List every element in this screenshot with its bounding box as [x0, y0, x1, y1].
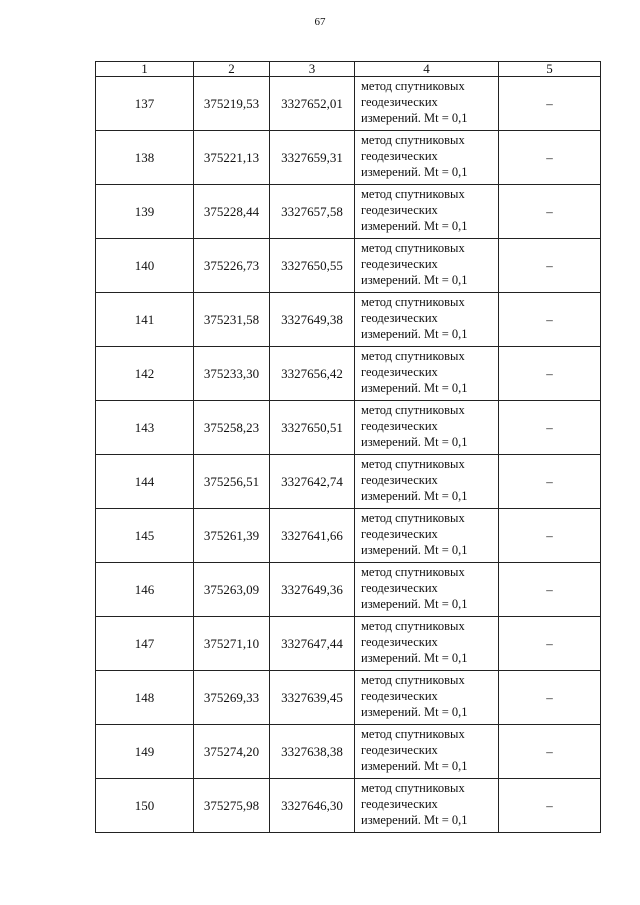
header-col-5: 5 [499, 62, 601, 77]
table-row [96, 293, 601, 347]
table-row [96, 239, 601, 293]
method-cell [355, 239, 499, 293]
header-col-4: 4 [355, 62, 499, 77]
method-text-line: геодезических [361, 797, 438, 811]
point-number-cell: 142 [96, 347, 194, 401]
method-cell [355, 617, 499, 671]
method-text-line: измерений. Mt = 0,1 [361, 219, 468, 233]
table-row [96, 509, 601, 563]
method-cell [355, 725, 499, 779]
y-coordinate-cell: 3327659,31 [270, 131, 355, 185]
method-text-line: геодезических [361, 257, 438, 271]
note-cell: – [499, 725, 601, 779]
note-cell: – [499, 563, 601, 617]
method-text-line: измерений. Mt = 0,1 [361, 759, 468, 773]
method-cell [355, 563, 499, 617]
note-cell: – [499, 131, 601, 185]
method-text-line: метод спутниковых [361, 457, 465, 471]
method-text-line: геодезических [361, 365, 438, 379]
point-number-cell: 148 [96, 671, 194, 725]
method-text-line: геодезических [361, 581, 438, 595]
method-text-line: измерений. Mt = 0,1 [361, 273, 468, 287]
method-cell [355, 779, 499, 833]
method-text-line: геодезических [361, 311, 438, 325]
point-number-cell: 149 [96, 725, 194, 779]
method-text-line: метод спутниковых [361, 781, 465, 795]
method-text-line: метод спутниковых [361, 727, 465, 741]
y-coordinate-cell: 3327649,38 [270, 293, 355, 347]
x-coordinate-cell: 375263,09 [194, 563, 270, 617]
method-text-line: геодезических [361, 527, 438, 541]
method-text-line: геодезических [361, 95, 438, 109]
method-cell [355, 671, 499, 725]
method-text-line: метод спутниковых [361, 241, 465, 255]
table-header-row [96, 62, 601, 77]
point-number-cell: 140 [96, 239, 194, 293]
x-coordinate-cell: 375274,20 [194, 725, 270, 779]
x-coordinate-cell: 375275,98 [194, 779, 270, 833]
table-row [96, 563, 601, 617]
point-number-cell: 145 [96, 509, 194, 563]
method-cell [355, 509, 499, 563]
method-text-line: геодезических [361, 203, 438, 217]
header-col-2: 2 [194, 62, 270, 77]
method-text-line: геодезических [361, 635, 438, 649]
x-coordinate-cell: 375269,33 [194, 671, 270, 725]
page-number: 67 [314, 16, 326, 28]
x-coordinate-cell: 375231,58 [194, 293, 270, 347]
table-row [96, 401, 601, 455]
point-number-cell: 141 [96, 293, 194, 347]
point-number-cell: 146 [96, 563, 194, 617]
method-text-line: измерений. Mt = 0,1 [361, 597, 468, 611]
point-number-cell: 139 [96, 185, 194, 239]
x-coordinate-cell: 375228,44 [194, 185, 270, 239]
header-col-3: 3 [270, 62, 355, 77]
method-text-line: измерений. Mt = 0,1 [361, 381, 468, 395]
method-text-line: метод спутниковых [361, 619, 465, 633]
method-text-line: геодезических [361, 419, 438, 433]
point-number-cell: 137 [96, 77, 194, 131]
point-number-cell: 150 [96, 779, 194, 833]
method-text-line: метод спутниковых [361, 565, 465, 579]
y-coordinate-cell: 3327650,55 [270, 239, 355, 293]
note-cell: – [499, 455, 601, 509]
table-row [96, 725, 601, 779]
y-coordinate-cell: 3327638,38 [270, 725, 355, 779]
method-text-line: метод спутниковых [361, 349, 465, 363]
method-text-line: измерений. Mt = 0,1 [361, 705, 468, 719]
note-cell: – [499, 779, 601, 833]
table-row [96, 671, 601, 725]
method-text-line: геодезических [361, 689, 438, 703]
header-col-1: 1 [96, 62, 194, 77]
note-cell: – [499, 185, 601, 239]
note-cell: – [499, 347, 601, 401]
method-text-line: измерений. Mt = 0,1 [361, 327, 468, 341]
method-cell [355, 347, 499, 401]
method-text-line: геодезических [361, 743, 438, 757]
y-coordinate-cell: 3327649,36 [270, 563, 355, 617]
x-coordinate-cell: 375256,51 [194, 455, 270, 509]
y-coordinate-cell: 3327650,51 [270, 401, 355, 455]
method-text-line: измерений. Mt = 0,1 [361, 165, 468, 179]
method-cell [355, 185, 499, 239]
method-text-line: измерений. Mt = 0,1 [361, 435, 468, 449]
y-coordinate-cell: 3327647,44 [270, 617, 355, 671]
method-text-line: измерений. Mt = 0,1 [361, 111, 468, 125]
table-row [96, 617, 601, 671]
note-cell: – [499, 239, 601, 293]
table-row [96, 185, 601, 239]
x-coordinate-cell: 375226,73 [194, 239, 270, 293]
y-coordinate-cell: 3327652,01 [270, 77, 355, 131]
method-text-line: метод спутниковых [361, 295, 465, 309]
method-text-line: метод спутниковых [361, 511, 465, 525]
table-row [96, 77, 601, 131]
note-cell: – [499, 617, 601, 671]
x-coordinate-cell: 375221,13 [194, 131, 270, 185]
point-number-cell: 138 [96, 131, 194, 185]
method-cell [355, 293, 499, 347]
y-coordinate-cell: 3327657,58 [270, 185, 355, 239]
method-text-line: измерений. Mt = 0,1 [361, 813, 468, 827]
method-text-line: измерений. Mt = 0,1 [361, 543, 468, 557]
method-text-line: метод спутниковых [361, 403, 465, 417]
note-cell: – [499, 77, 601, 131]
y-coordinate-cell: 3327642,74 [270, 455, 355, 509]
table-row [96, 455, 601, 509]
method-text-line: метод спутниковых [361, 187, 465, 201]
x-coordinate-cell: 375233,30 [194, 347, 270, 401]
coordinates-table [95, 61, 601, 833]
point-number-cell: 144 [96, 455, 194, 509]
x-coordinate-cell: 375258,23 [194, 401, 270, 455]
method-text-line: геодезических [361, 149, 438, 163]
method-text-line: метод спутниковых [361, 133, 465, 147]
method-text-line: измерений. Mt = 0,1 [361, 651, 468, 665]
x-coordinate-cell: 375261,39 [194, 509, 270, 563]
table-row [96, 131, 601, 185]
x-coordinate-cell: 375271,10 [194, 617, 270, 671]
method-text-line: метод спутниковых [361, 79, 465, 93]
method-cell [355, 401, 499, 455]
table-row [96, 347, 601, 401]
point-number-cell: 143 [96, 401, 194, 455]
y-coordinate-cell: 3327656,42 [270, 347, 355, 401]
note-cell: – [499, 509, 601, 563]
method-cell [355, 131, 499, 185]
note-cell: – [499, 671, 601, 725]
table-body [96, 77, 601, 833]
method-text-line: геодезических [361, 473, 438, 487]
table-row [96, 779, 601, 833]
method-text-line: измерений. Mt = 0,1 [361, 489, 468, 503]
point-number-cell: 147 [96, 617, 194, 671]
y-coordinate-cell: 3327641,66 [270, 509, 355, 563]
y-coordinate-cell: 3327639,45 [270, 671, 355, 725]
note-cell: – [499, 401, 601, 455]
method-cell [355, 77, 499, 131]
method-text-line: метод спутниковых [361, 673, 465, 687]
method-cell [355, 455, 499, 509]
note-cell: – [499, 293, 601, 347]
y-coordinate-cell: 3327646,30 [270, 779, 355, 833]
x-coordinate-cell: 375219,53 [194, 77, 270, 131]
